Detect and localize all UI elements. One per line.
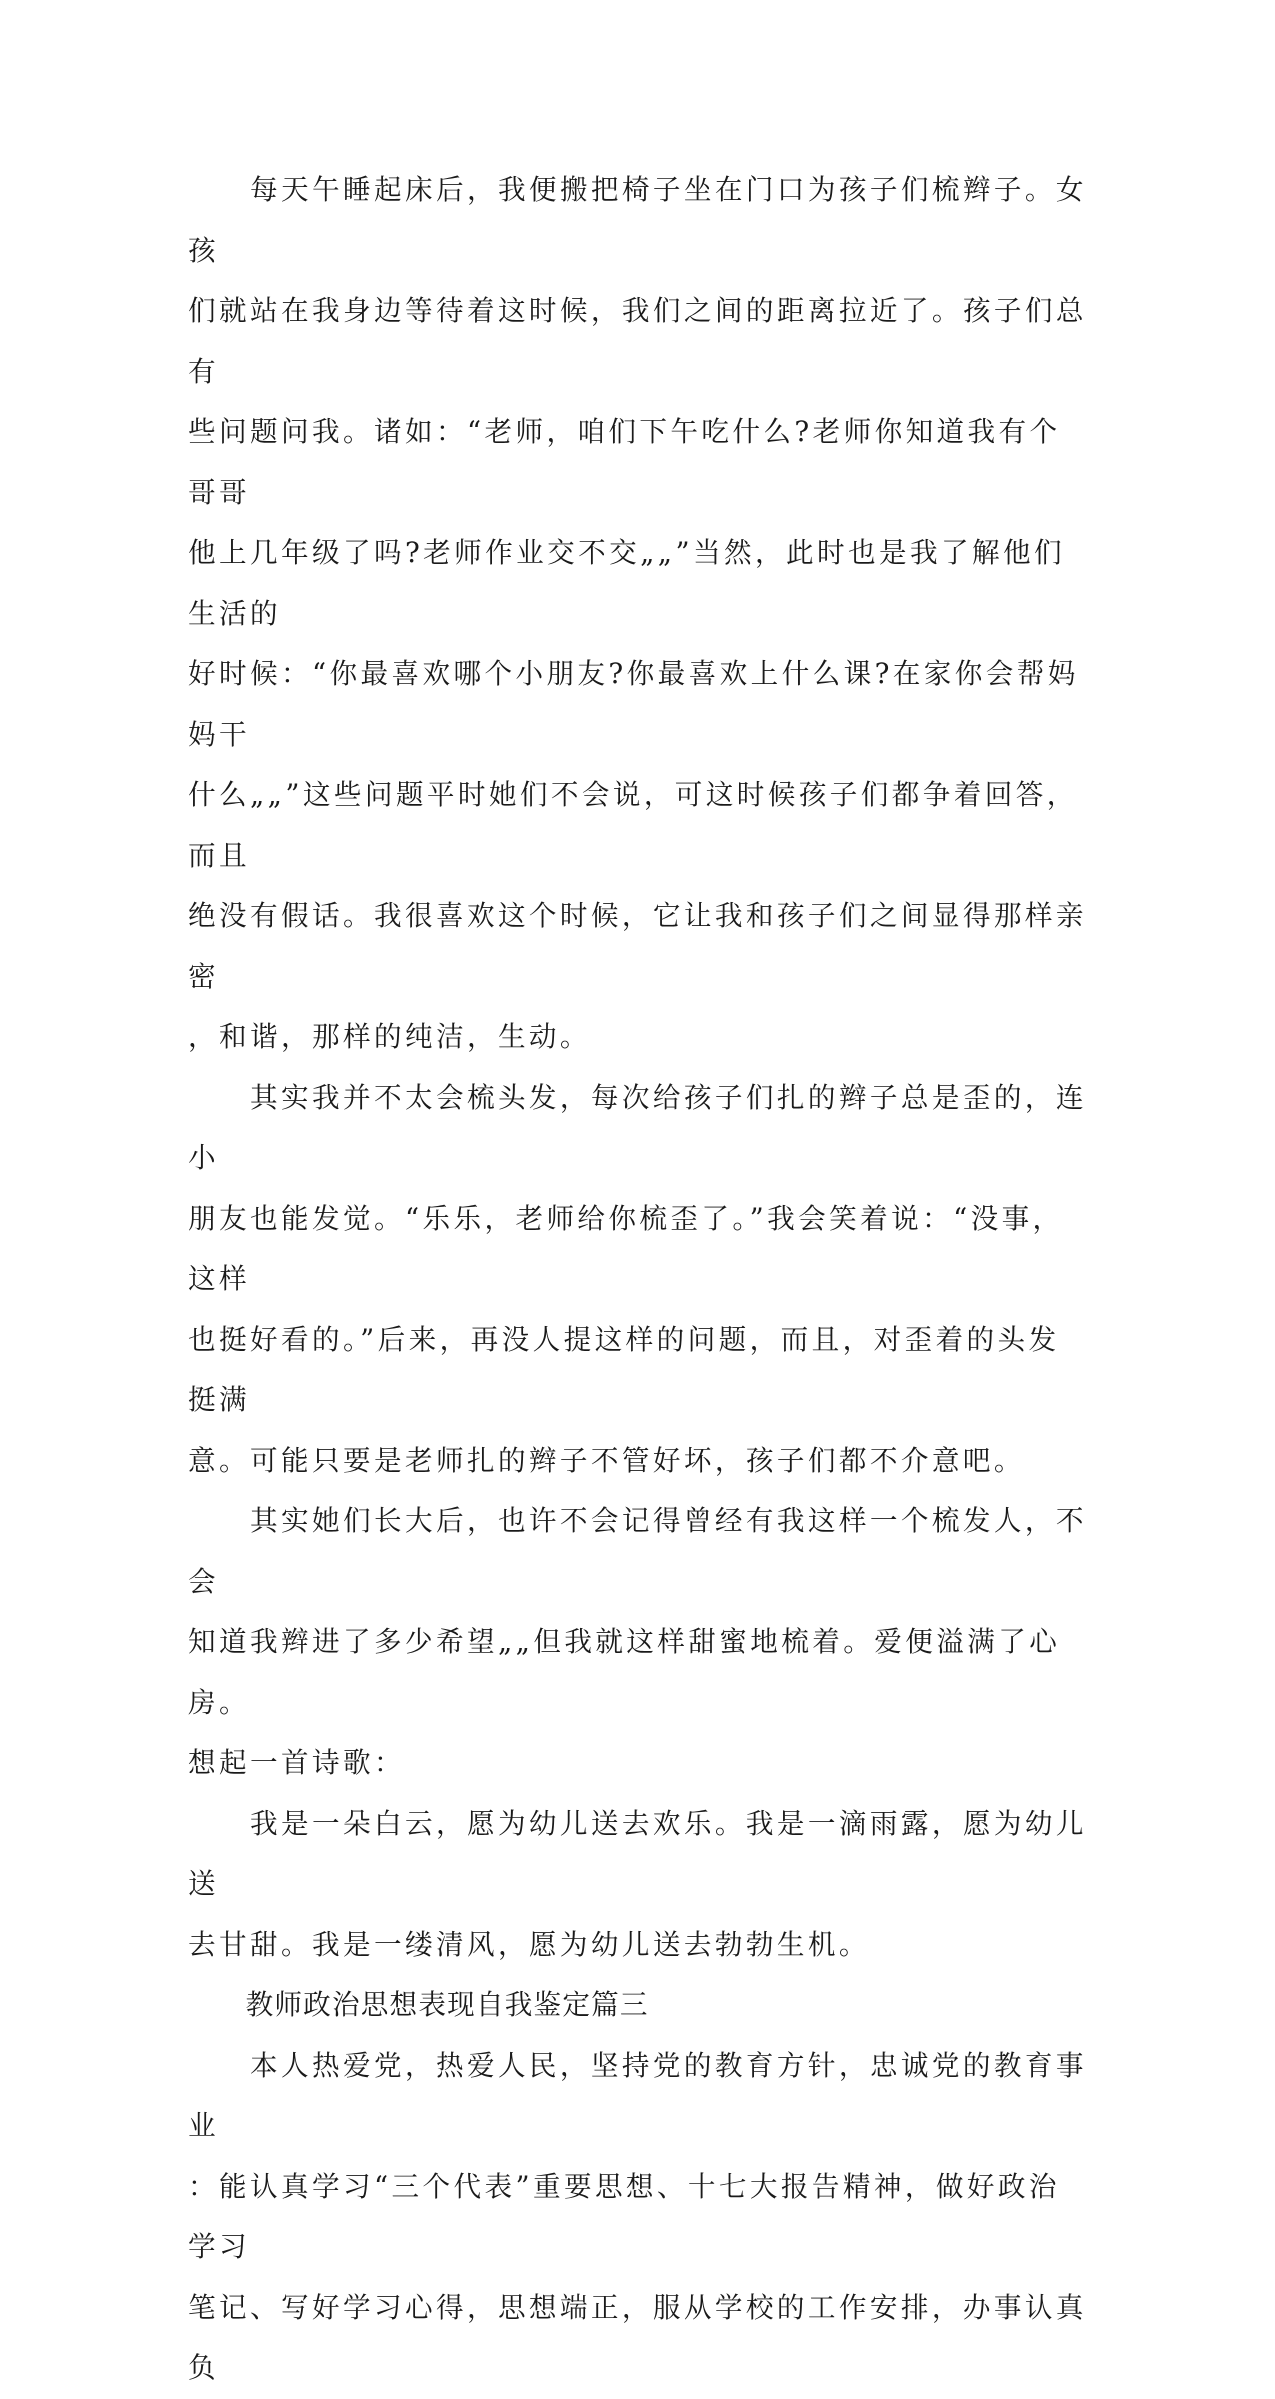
paragraph-poem: 我是一朵白云，愿为幼儿送去欢乐。我是一滴雨露，愿为幼儿送 去甘甜。我是一缕清风，愿为幼儿送去勃勃生机。 — [188, 1806, 1087, 1961]
paragraph-memories: 其实她们长大后，也许不会记得曾经有我这样一个梳发人，不会 知道我辫进了多少希望„„但我就这样甜蜜地梳着。爱便溢满了心房。 想起一首诗歌： — [188, 1504, 1087, 1779]
paragraph-crooked-braids: 其实我并不太会梳头发，每次给孩子们扎的辫子总是歪的，连小 朋友也能发觉。“乐乐，老师给你梳歪了。”我会笑着说：“没事，这样 也挺好看的。”后来，再没人提这样的问题，而且，对歪着的头发挺满 意。可能只要是老师扎的辫子不管好坏，孩子们都不介意吧。 — [188, 1080, 1087, 1477]
section-heading: 教师政治思想表现自我鉴定篇三 — [188, 1988, 649, 2021]
document-body — [188, 160, 1088, 2399]
paragraph-braiding-hair: 每天午睡起床后，我便搬把椅子坐在门口为孩子们梳辫子。女孩 们就站在我身边等待着这时候，我们之间的距离拉近了。孩子们总有 些问题问我。诸如：“老师，咱们下午吃什么?老师你知道我有个哥哥 他上几年级了吗?老师作业交不交„„”当然，此时也是我了解他们生活的 好时候：“你最喜欢哪个小朋友?你最喜欢上什么课?在家你会帮妈妈干 什么„„”这些问题平时她们不会说，可这时候孩子们都争着回答，而且 绝没有假话。我很喜欢这个时候，它让我和孩子们之间显得那样亲密 ，和谐，那样的纯洁，生动。 — [188, 173, 1087, 1053]
paragraph-self-assessment: 本人热爱党，热爱人民，坚持党的教育方针，忠诚党的教育事业 ：能认真学习“三个代表”重要思想、十七大报告精神，做好政治学习 笔记、写好学习心得，思想端正，服从学校的工作安排，办事认真负 — [188, 2048, 1087, 2384]
